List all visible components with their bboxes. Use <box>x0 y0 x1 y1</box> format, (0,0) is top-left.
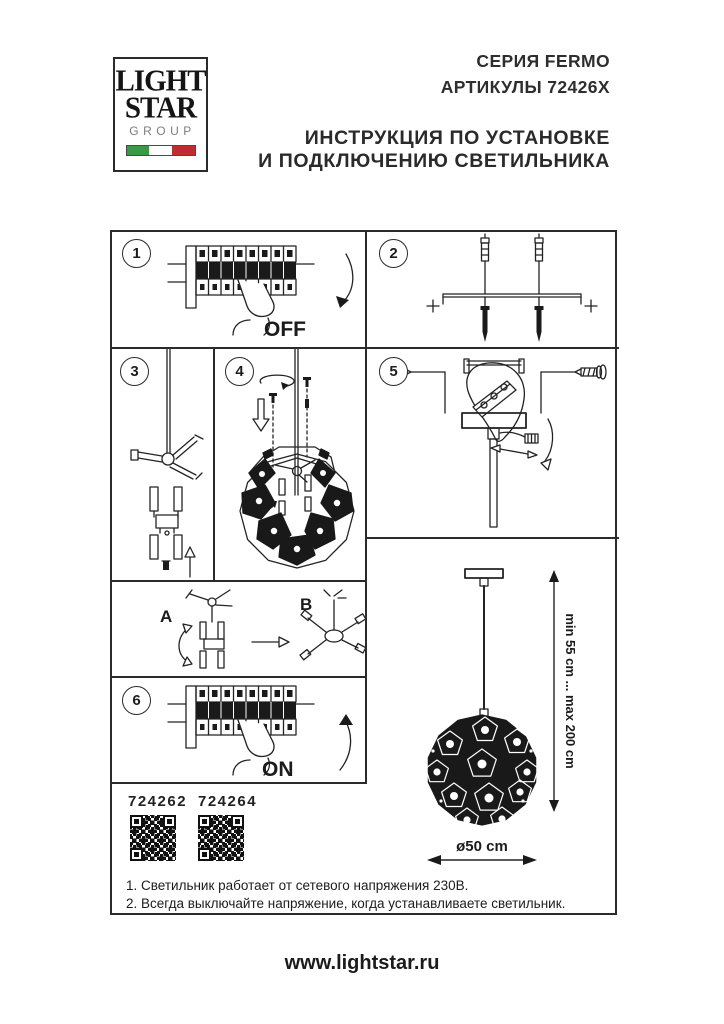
step-number: 6 <box>122 686 151 715</box>
diameter-label: ø50 cm <box>456 838 508 855</box>
qr-finder <box>198 848 211 861</box>
step-3-panel <box>112 349 215 582</box>
page-title <box>258 127 610 173</box>
step-2-panel <box>367 232 619 349</box>
spider-unfold-diagram <box>112 582 365 674</box>
logo-word-star: STAR <box>124 91 197 125</box>
qr-finder <box>130 815 143 828</box>
off-label: OFF <box>264 318 306 341</box>
stem-tubes-icon <box>150 487 182 559</box>
arrow-up-icon <box>185 547 195 577</box>
series-block <box>441 48 610 100</box>
folded-spider <box>186 590 232 668</box>
height-dimension <box>549 570 578 812</box>
anchor-icon <box>535 234 543 294</box>
height-range-label: min 55 cm ... max 200 cm <box>563 613 578 769</box>
swing-arrow-icon <box>179 624 192 666</box>
slide-arrow-icon <box>491 445 537 458</box>
qr-finder <box>231 815 244 828</box>
article-code-left: 724262 <box>128 793 188 810</box>
articles: АРТИКУЛЫ 72426X <box>440 77 610 97</box>
step-1-panel <box>112 232 367 349</box>
instruction-grid <box>110 230 617 915</box>
flag-green <box>127 146 150 155</box>
magnifier-balloon <box>467 363 525 441</box>
rod-connector <box>488 428 499 439</box>
safety-notes <box>126 877 608 912</box>
step-number: 4 <box>225 357 254 386</box>
step-number: 3 <box>120 357 149 386</box>
step-5-panel <box>367 349 619 539</box>
arrow-down-icon <box>253 399 269 431</box>
spider-unfold-panel <box>112 582 367 678</box>
step-number: 5 <box>379 357 408 386</box>
screw-icon <box>303 377 311 457</box>
small-part-icon <box>162 561 170 570</box>
lightstar-logo <box>113 57 208 172</box>
screw-icon <box>535 297 544 342</box>
flag-white <box>149 146 172 155</box>
title-line2: И ПОДКЛЮЧЕНИЮ СВЕТИЛЬНИКА <box>258 150 610 172</box>
logo-word-light: LIGHT <box>115 64 206 98</box>
a-label: A <box>160 607 173 626</box>
arrow-right-icon <box>252 637 289 647</box>
website-url: www.lightstar.ru <box>284 952 440 974</box>
step-number: 2 <box>379 239 408 268</box>
canopy <box>462 413 526 428</box>
arrow-down-icon <box>336 254 353 308</box>
ceiling-canopy <box>465 569 503 578</box>
screw-icon <box>481 297 490 342</box>
italian-flag-icon <box>126 145 196 156</box>
note-line1: 1. Светильник работает от сетевого напряжения 230В. <box>126 878 469 893</box>
flag-red <box>172 146 195 155</box>
qr-code-left <box>130 815 176 861</box>
step-6-panel <box>112 678 367 784</box>
rod <box>490 439 497 527</box>
anchor-icon <box>481 234 489 294</box>
article-code-right: 724264 <box>198 793 258 810</box>
title-line1: ИНСТРУКЦИЯ ПО УСТАНОВКЕ <box>304 127 610 149</box>
on-label: ON <box>262 758 294 780</box>
step-number: 1 <box>122 239 151 268</box>
assembled-lamp-diagram <box>367 539 619 917</box>
diameter-dimension <box>427 838 537 865</box>
breaker-on-diagram <box>112 678 365 780</box>
rotate-arrow-icon <box>260 375 294 390</box>
qr-finder <box>130 848 143 861</box>
qr-code-right <box>198 815 244 861</box>
screw-icon <box>575 365 606 379</box>
lamp-sphere <box>426 715 539 832</box>
b-label: B <box>300 595 313 614</box>
qr-finder <box>163 815 176 828</box>
mounting-bar-icon <box>427 294 597 312</box>
series-name: СЕРИЯ FERMO <box>476 51 610 71</box>
arrow-up-icon <box>339 714 353 770</box>
note-line2: 2. Всегда выключайте напряжение, когда устанавливаете светильник. <box>126 895 566 911</box>
rotate-arrow-icon <box>541 419 553 470</box>
qr-finder <box>198 815 211 828</box>
grub-screw-icon <box>500 432 538 443</box>
step-4-panel <box>215 349 367 582</box>
logo-word-group: GROUP <box>129 124 196 139</box>
